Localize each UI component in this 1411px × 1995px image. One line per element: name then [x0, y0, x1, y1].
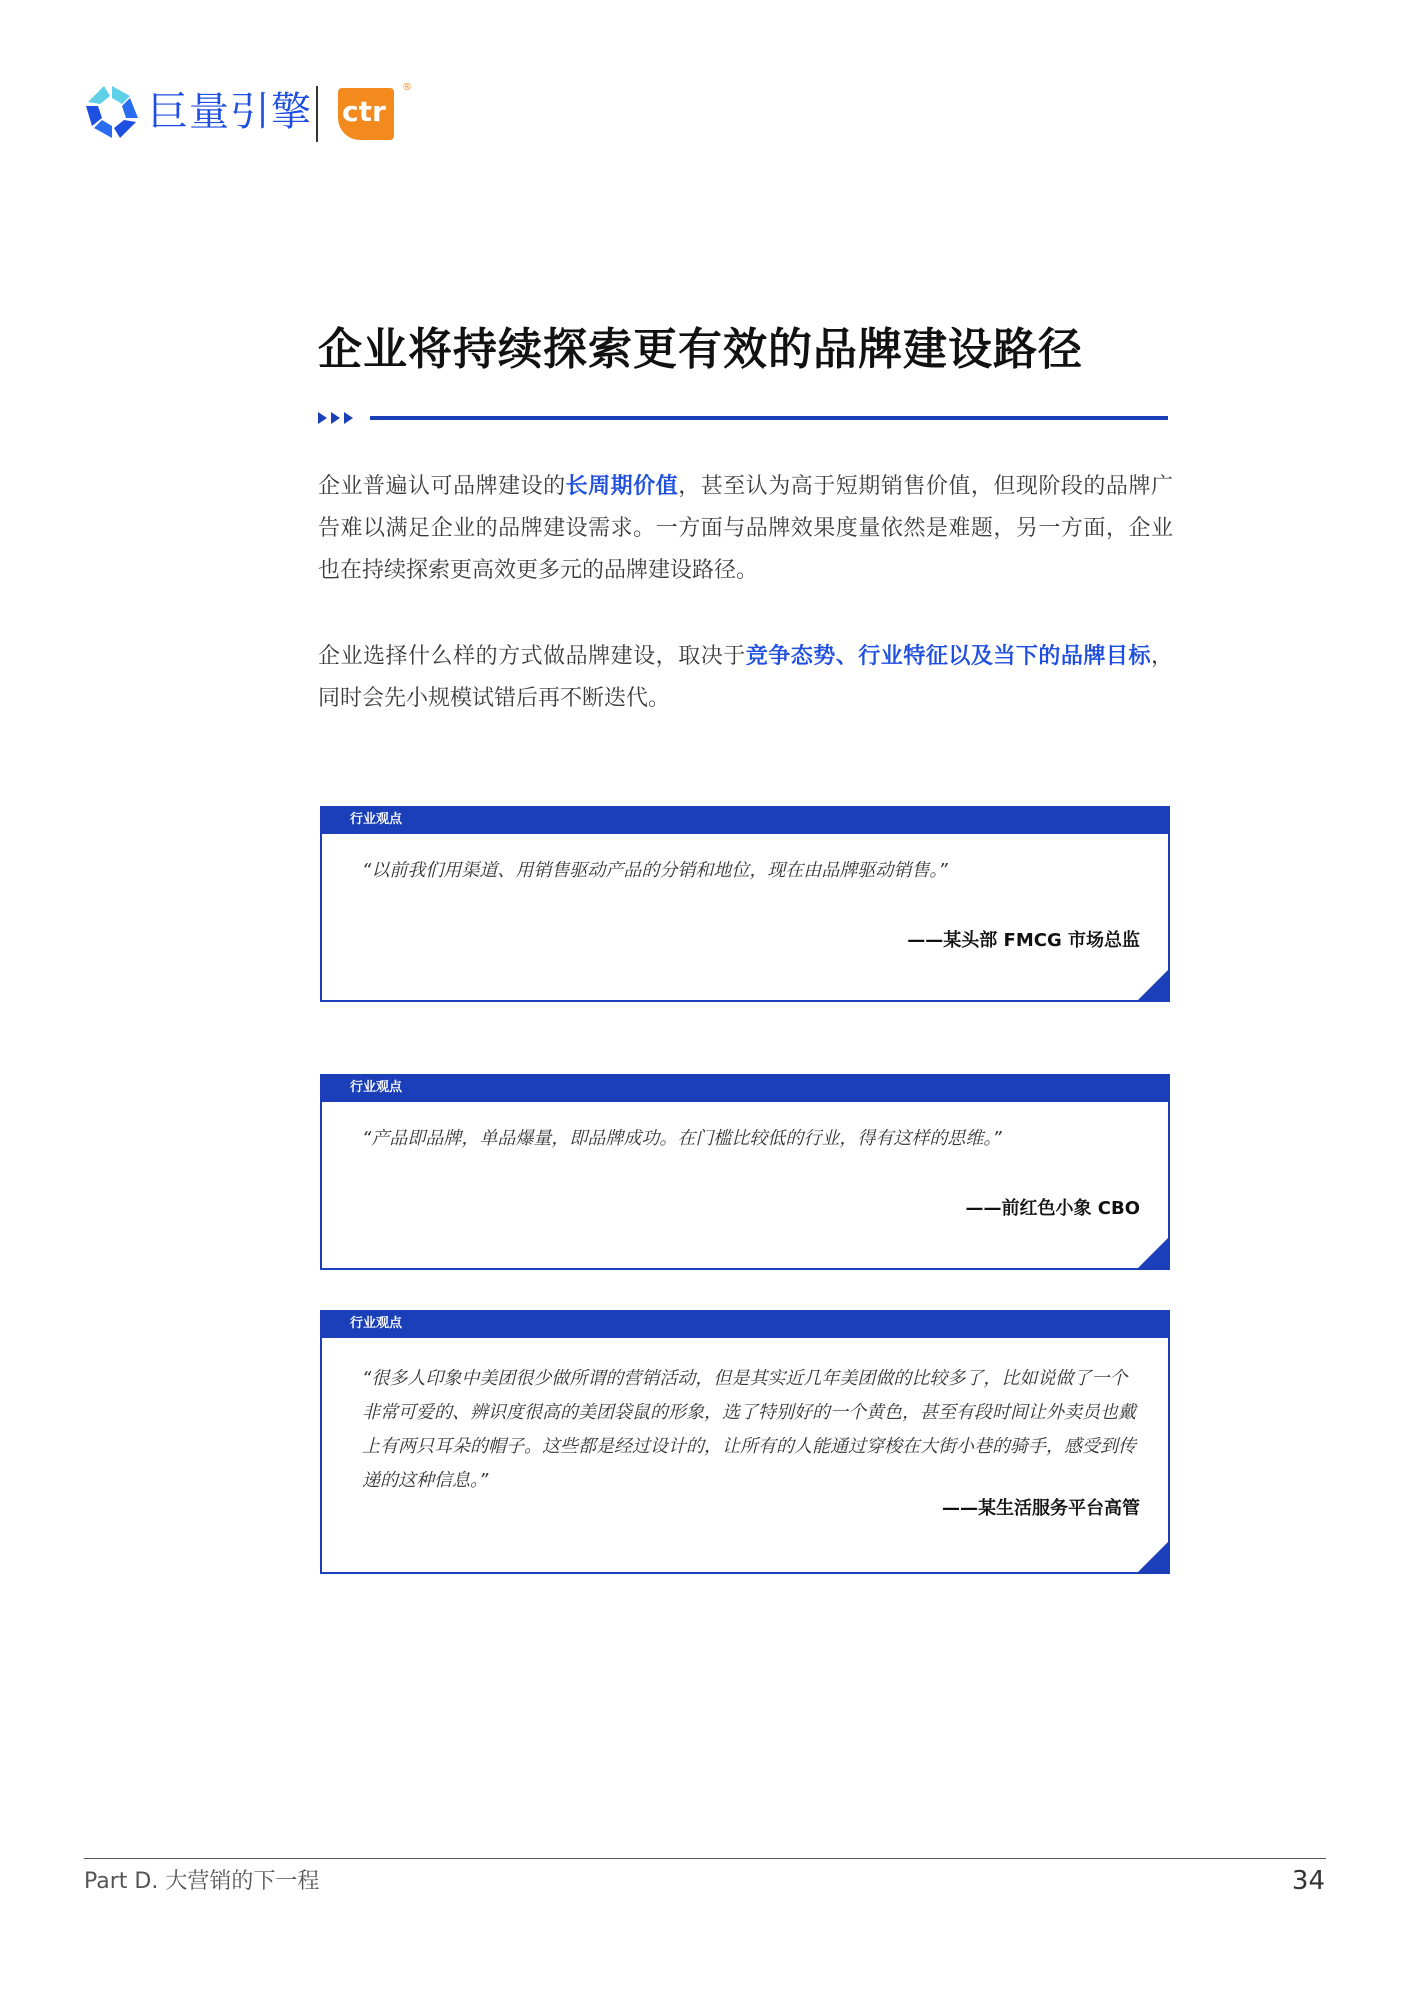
arrow-right-icon	[331, 412, 340, 424]
corner-fold-icon	[1136, 1540, 1170, 1574]
header-logos	[84, 82, 444, 146]
arrow-right-icon	[344, 412, 353, 424]
paragraph-text: 企业普遍认可品牌建设的	[318, 474, 566, 499]
title-rule-line	[370, 416, 1168, 420]
paragraph-highlight: 竞争态势、行业特征以及当下的品牌目标	[745, 644, 1151, 669]
corner-fold-icon	[1136, 968, 1170, 1002]
paragraph-text: ，甚至认为高于短期销售价值，但现阶段的品牌广告难以满足企业的品牌建设需求。一方面与品牌效果度量依然是难题，另一方面，企业也在持续探索更高效更多元的品牌建设路径。	[318, 474, 1173, 583]
strategy-paragraph	[318, 636, 1173, 720]
quote-card-header	[320, 806, 1170, 834]
footer-divider	[84, 1858, 1326, 1859]
quote-author: ——某头部 FMCG 市场总监	[907, 930, 1140, 951]
ocean-engine-logo-icon	[84, 84, 140, 140]
corner-fold-icon	[1136, 1236, 1170, 1270]
quote-tag: 行业观点	[350, 812, 403, 827]
quote-tag: 行业观点	[350, 1080, 403, 1095]
quote-card	[320, 1310, 1170, 1574]
footer-section-label: Part D. 大营销的下一程	[84, 1869, 320, 1894]
quote-card	[320, 1074, 1170, 1270]
quote-author: ——某生活服务平台高管	[942, 1498, 1140, 1519]
quote-card-header	[320, 1074, 1170, 1102]
paragraph-highlight: 长周期价值	[565, 474, 679, 499]
registered-mark: ®	[402, 82, 412, 93]
quote-tag: 行业观点	[350, 1316, 403, 1331]
logo-divider	[316, 86, 318, 142]
brand-name: 巨量引擎	[148, 89, 312, 135]
quote-card-header	[320, 1310, 1170, 1338]
quote-author: ——前红色小象 CBO	[965, 1198, 1140, 1219]
quote-text: “很多人印象中美团很少做所谓的营销活动，但是其实近几年美团做的比较多了，比如说做了一个非常可爱的、辨识度很高的美团袋鼠的形象，选了特别好的一个黄色，甚至有段时间让外卖员也戴上有两只耳朵的帽子。这些都是经过设计的，让所有的人能通过穿梭在大街小巷的骑手，感受到传递的这种信息。”	[362, 1368, 1136, 1491]
paragraph-text: 企业选择什么样的方式做品牌建设，取决于	[318, 644, 746, 669]
quote-text: “以前我们用渠道、用销售驱动产品的分销和地位，现在由品牌驱动销售。”	[362, 860, 948, 881]
ctr-logo-text: ctr	[342, 95, 386, 128]
quote-card	[320, 806, 1170, 1002]
arrow-right-icon	[318, 412, 327, 424]
title-underline	[318, 410, 1168, 424]
page-number: 34	[1291, 1866, 1325, 1896]
quote-text: “产品即品牌，单品爆量，即品牌成功。在门槛比较低的行业，得有这样的思维。”	[362, 1128, 1002, 1149]
intro-paragraph	[318, 466, 1173, 592]
paragraph-text: ，同时会先小规模试错后再不断迭代。	[318, 644, 1173, 711]
page-title: 企业将持续探索更有效的品牌建设路径	[318, 324, 1083, 375]
